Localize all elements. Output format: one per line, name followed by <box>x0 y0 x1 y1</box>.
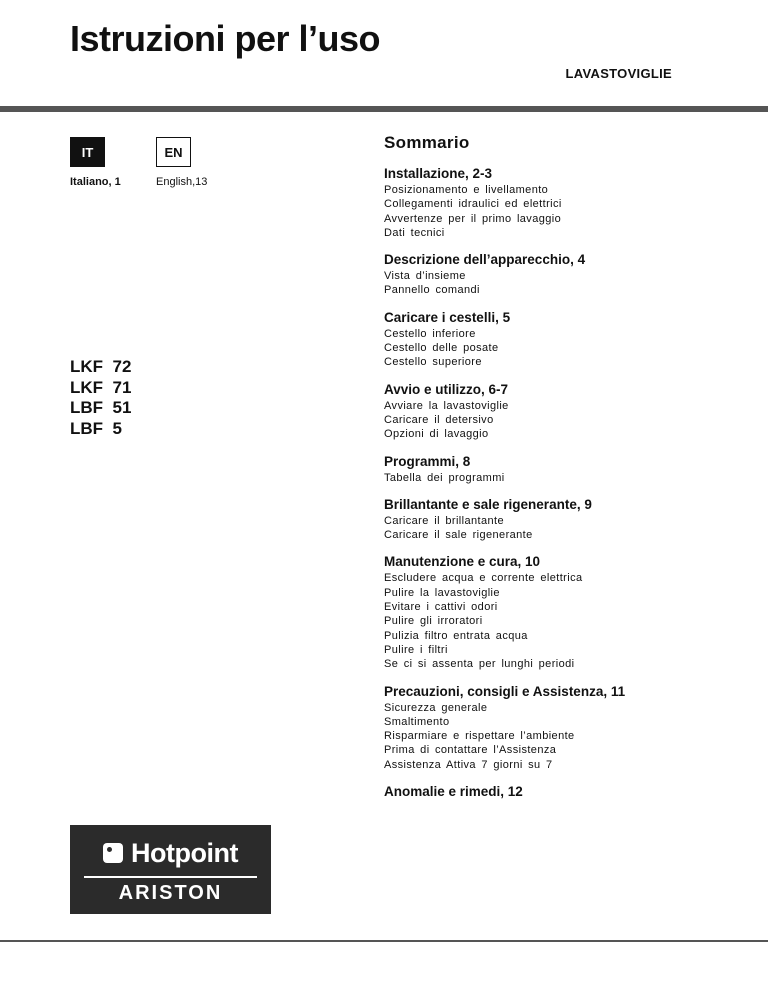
toc-section-title[interactable]: Descrizione dell’apparecchio, 4 <box>384 252 586 268</box>
toc-item[interactable]: Caricare il brillantante <box>384 514 504 527</box>
model-name: LKF 72 <box>70 357 132 376</box>
toc-item[interactable]: Cestello inferiore <box>384 327 476 340</box>
toc-item[interactable]: Prima di contattare l’Assistenza <box>384 744 557 757</box>
toc-item[interactable]: Risparmiare e rispettare l’ambiente <box>384 730 575 743</box>
model-name: LKF 71 <box>70 377 132 397</box>
toc-heading: Sommario <box>384 133 470 152</box>
toc-item[interactable]: Avvertenze per il primo lavaggio <box>384 212 562 225</box>
logo-top-row <box>82 837 259 869</box>
toc-section <box>384 453 754 485</box>
logo-mark-icon <box>103 843 123 863</box>
footer-divider <box>0 940 768 942</box>
toc-section <box>384 553 754 671</box>
toc-section <box>384 309 754 370</box>
language-tab-en[interactable]: EN <box>156 137 191 167</box>
toc-item[interactable]: Avviare la lavastoviglie <box>384 399 509 412</box>
toc-section-title[interactable]: Brillantante e sale rigenerante, 9 <box>384 496 592 512</box>
toc-item[interactable]: Vista d’insieme <box>384 270 466 283</box>
toc-item[interactable]: Pulire i filtri <box>384 643 448 656</box>
toc-item[interactable]: Pulizia filtro entrata acqua <box>384 629 528 642</box>
toc-item[interactable]: Smaltimento <box>384 715 450 728</box>
language-label-en: English,13 <box>156 176 208 188</box>
toc-item[interactable]: Pulire gli irroratori <box>384 615 483 628</box>
toc-section-title[interactable]: Avvio e utilizzo, 6-7 <box>384 381 509 397</box>
toc-sections <box>384 165 754 800</box>
toc-section <box>384 165 754 240</box>
toc-item[interactable]: Caricare il detersivo <box>384 413 494 426</box>
toc-item[interactable]: Tabella dei programmi <box>384 471 505 484</box>
language-tab-it[interactable]: IT <box>70 137 105 167</box>
page-title: Istruzioni per l’uso <box>70 18 381 59</box>
toc-item[interactable]: Sicurezza generale <box>384 701 488 714</box>
toc-item[interactable]: Se ci si assenta per lunghi periodi <box>384 658 575 671</box>
toc-section <box>384 683 754 772</box>
toc-section-title[interactable]: Caricare i cestelli, 5 <box>384 309 511 325</box>
product-category: LAVASTOVIGLIE <box>565 66 672 81</box>
toc-item[interactable]: Caricare il sale rigenerante <box>384 529 533 542</box>
toc-item[interactable]: Posizionamento e livellamento <box>384 184 549 196</box>
logo-wordmark: Hotpoint <box>131 837 238 868</box>
brand-logo <box>70 825 271 914</box>
toc-item[interactable]: Opzioni di lavaggio <box>384 428 489 441</box>
toc-item[interactable]: Evitare i cattivi odori <box>384 601 498 614</box>
toc-section-title[interactable]: Precauzioni, consigli e Assistenza, 11 <box>384 683 626 699</box>
model-name: LBF 51 <box>70 398 132 417</box>
toc-section-title[interactable]: Manutenzione e cura, 10 <box>384 554 541 570</box>
logo-divider <box>84 876 257 878</box>
toc-section <box>384 783 754 800</box>
toc-item[interactable]: Cestello superiore <box>384 356 482 369</box>
toc-section-title[interactable]: Programmi, 8 <box>384 453 471 469</box>
toc-section <box>384 381 754 442</box>
toc-section-title[interactable]: Anomalie e rimedi, 12 <box>384 784 523 800</box>
toc-section <box>384 496 754 543</box>
table-of-contents <box>384 133 754 811</box>
toc-item[interactable]: Dati tecnici <box>384 226 445 239</box>
toc-item[interactable]: Assistenza Attiva 7 giorni su 7 <box>384 758 553 771</box>
toc-section <box>384 251 754 298</box>
toc-item[interactable]: Cestello delle posate <box>384 342 499 355</box>
language-label-it: Italiano, 1 <box>70 176 121 188</box>
model-name: LBF 5 <box>70 418 122 438</box>
header-divider <box>0 106 768 112</box>
toc-item[interactable]: Escludere acqua e corrente elettrica <box>384 572 583 585</box>
logo-subbrand: ARISTON <box>118 882 223 904</box>
toc-item[interactable]: Pulire la lavastoviglie <box>384 586 500 599</box>
toc-item[interactable]: Collegamenti idraulici ed elettrici <box>384 198 562 211</box>
toc-section-title[interactable]: Installazione, 2-3 <box>384 166 493 181</box>
toc-item[interactable]: Pannello comandi <box>384 284 480 297</box>
model-list <box>70 357 131 439</box>
